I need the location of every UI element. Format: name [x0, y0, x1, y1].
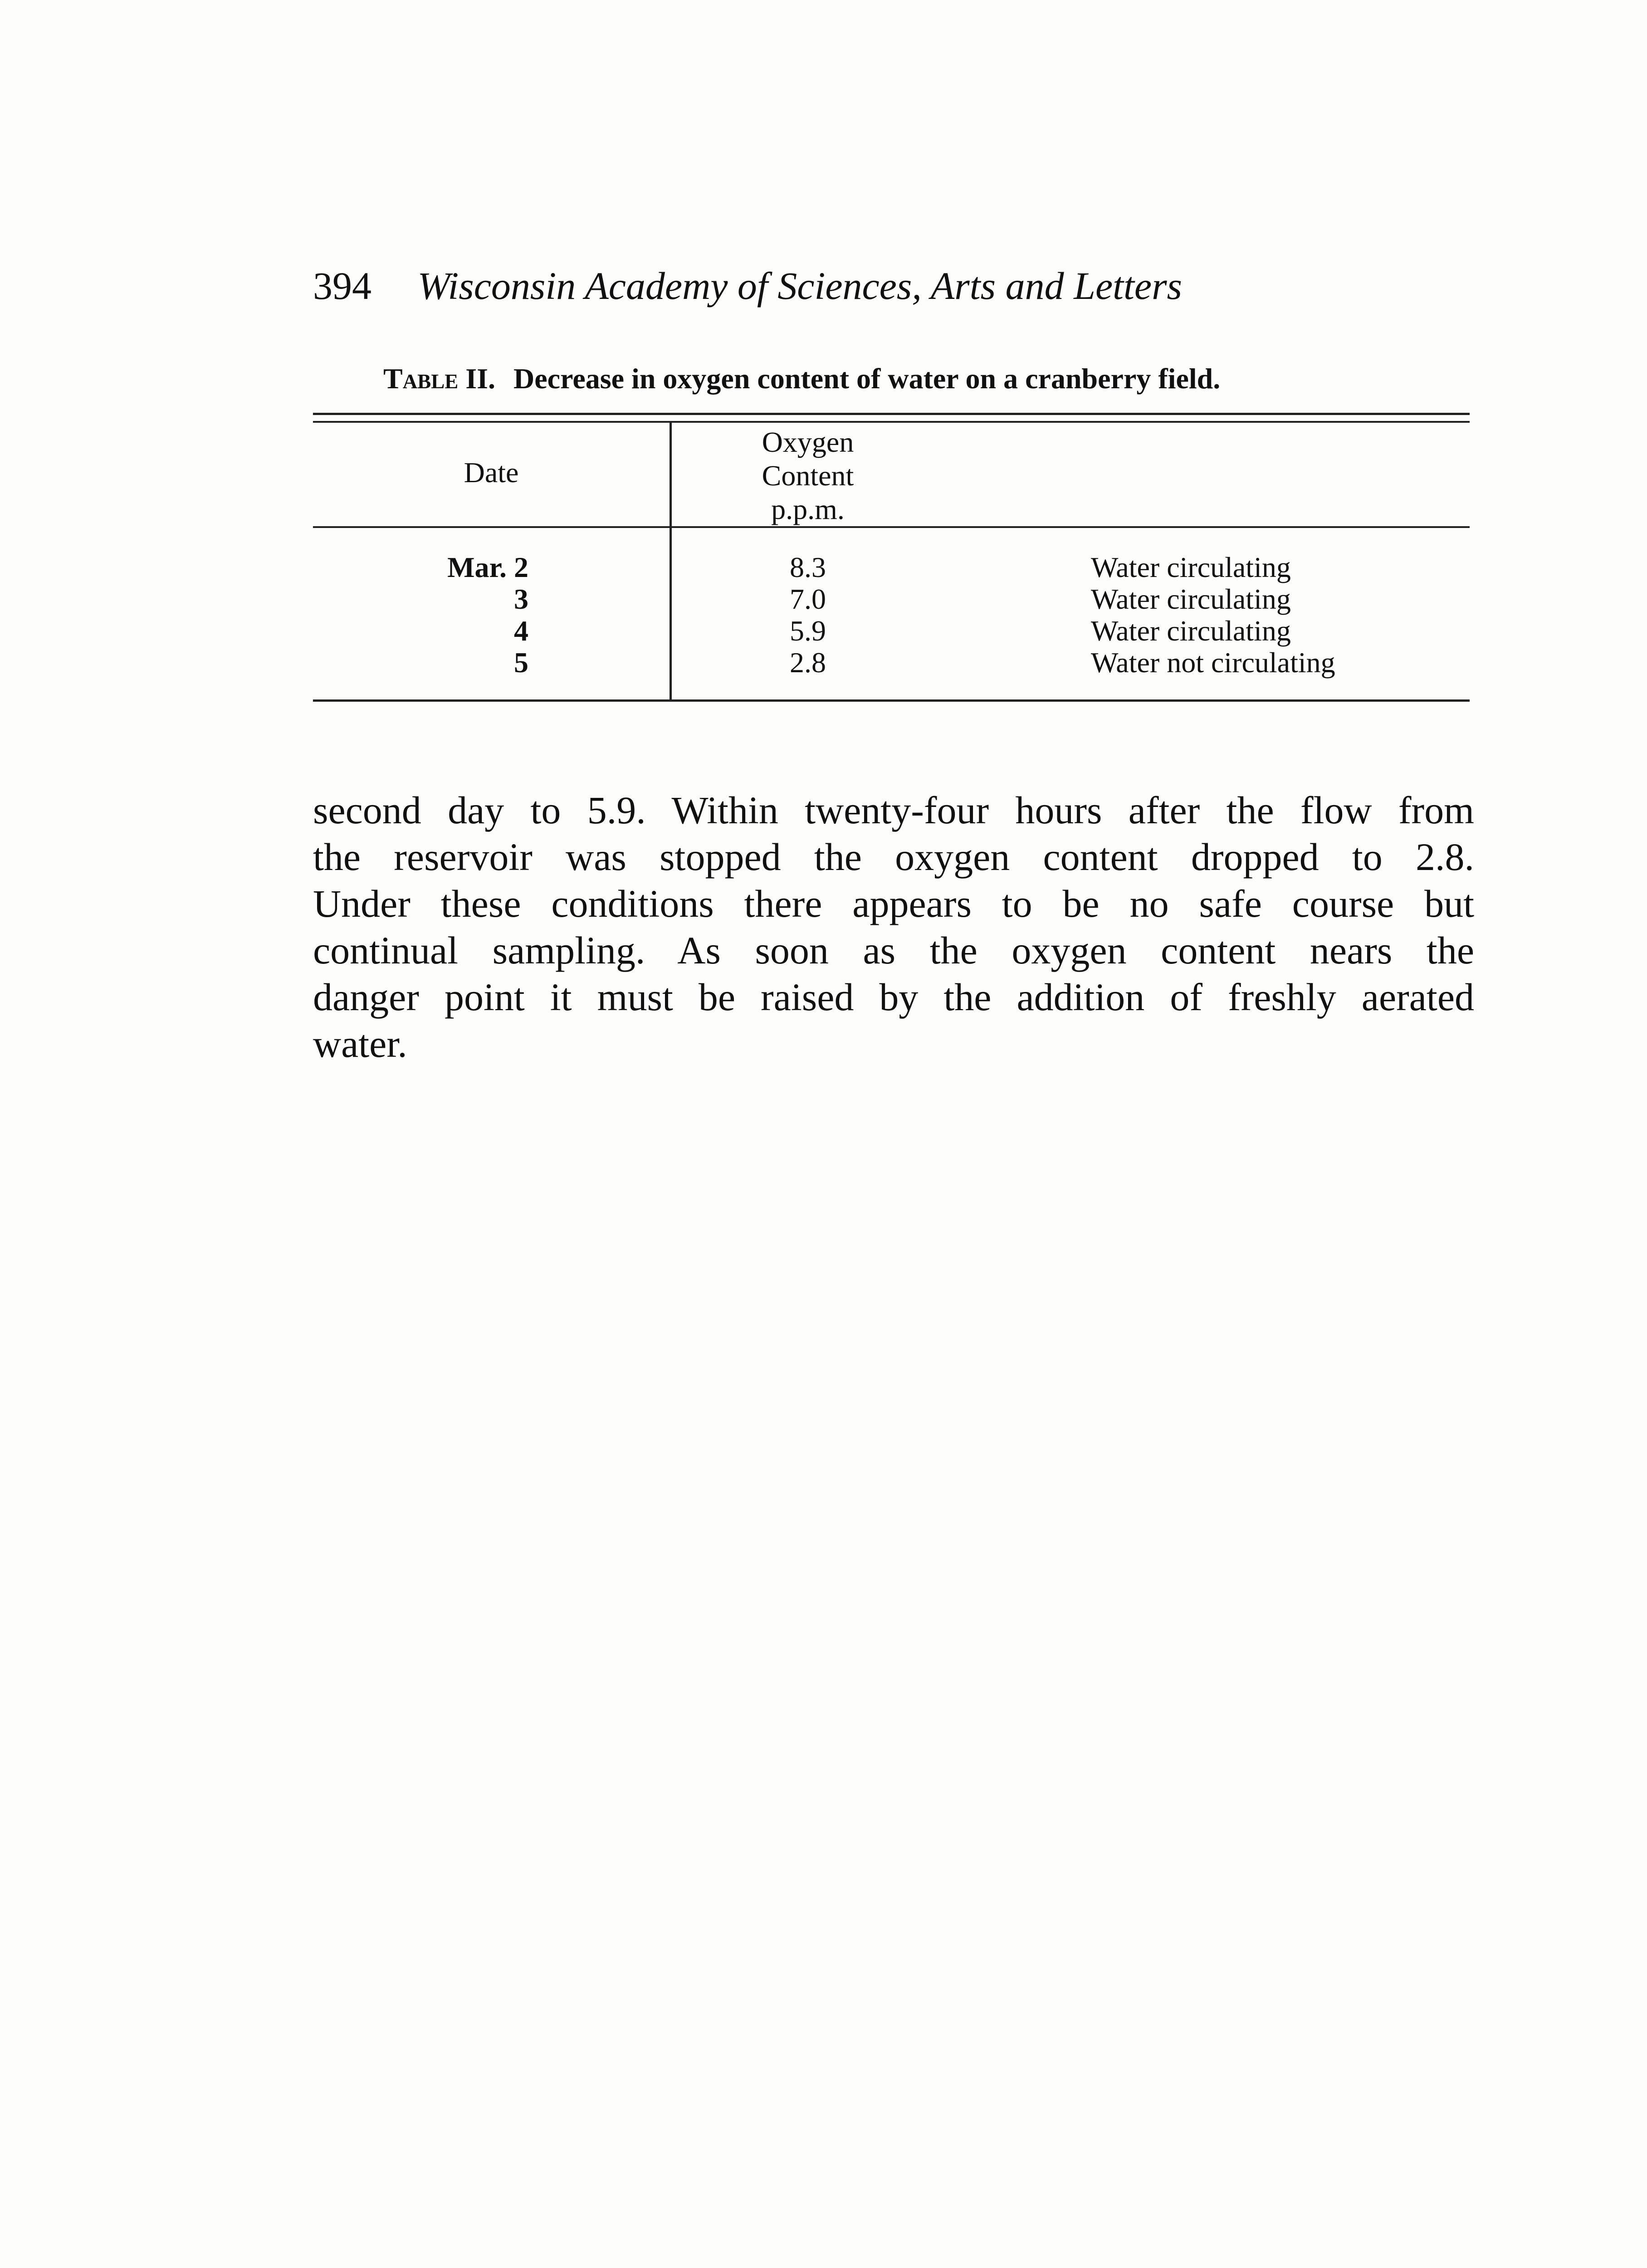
- column-header-oxygen: [672, 425, 944, 526]
- oxygen-table: [313, 413, 1470, 708]
- body-paragraph: [313, 787, 1474, 1067]
- row-oxygen: 8.3: [790, 551, 826, 583]
- row-date: 3: [514, 583, 528, 615]
- row-date: 4: [514, 615, 528, 647]
- row-note: Water circulating: [1091, 615, 1291, 647]
- table-row: [313, 615, 1470, 647]
- table-top-rule-inner: [313, 421, 1470, 423]
- column-header-date: Date: [464, 456, 519, 489]
- row-oxygen: 2.8: [790, 646, 826, 679]
- table-row: [313, 583, 1470, 616]
- table-caption-text: Decrease in oxygen content of water on a cranberry field.: [513, 362, 1221, 395]
- row-date: 5: [514, 646, 528, 679]
- body-line: second day to 5.9. Within twenty-four hours after the flow from: [313, 788, 1474, 832]
- table-top-rule: [313, 413, 1470, 415]
- table-caption: [383, 358, 1427, 399]
- body-line: danger point it must be raised by the addition of freshly aerated: [313, 975, 1474, 1019]
- journal-title: Wisconsin Academy of Sciences, Arts and Letters: [417, 264, 1183, 308]
- column-header-oxygen-line3: p.p.m.: [771, 493, 845, 525]
- row-oxygen: 7.0: [790, 583, 826, 615]
- running-header: [313, 259, 1356, 313]
- page-number: 394: [313, 264, 371, 308]
- table-header-rule: [313, 526, 1470, 528]
- row-date: Mar. 2: [447, 551, 528, 583]
- row-oxygen: 5.9: [790, 615, 826, 647]
- row-note: Water circulating: [1091, 583, 1291, 615]
- table-row: [313, 646, 1470, 679]
- body-line: the reservoir was stopped the oxygen content dropped to 2.8.: [313, 835, 1474, 879]
- row-note: Water not circulating: [1091, 646, 1335, 679]
- row-note: Water circulating: [1091, 551, 1291, 583]
- body-line: Under these conditions there appears to be no safe course but: [313, 882, 1474, 925]
- body-line: continual sampling. As soon as the oxygen content nears the: [313, 929, 1474, 972]
- table-bottom-rule: [313, 699, 1470, 702]
- column-header-oxygen-line1: Oxygen: [762, 426, 854, 458]
- column-header-oxygen-line2: Content: [762, 459, 854, 492]
- body-line: water.: [313, 1022, 407, 1066]
- table-row: [313, 551, 1470, 584]
- table-caption-label: Table II.: [383, 362, 496, 395]
